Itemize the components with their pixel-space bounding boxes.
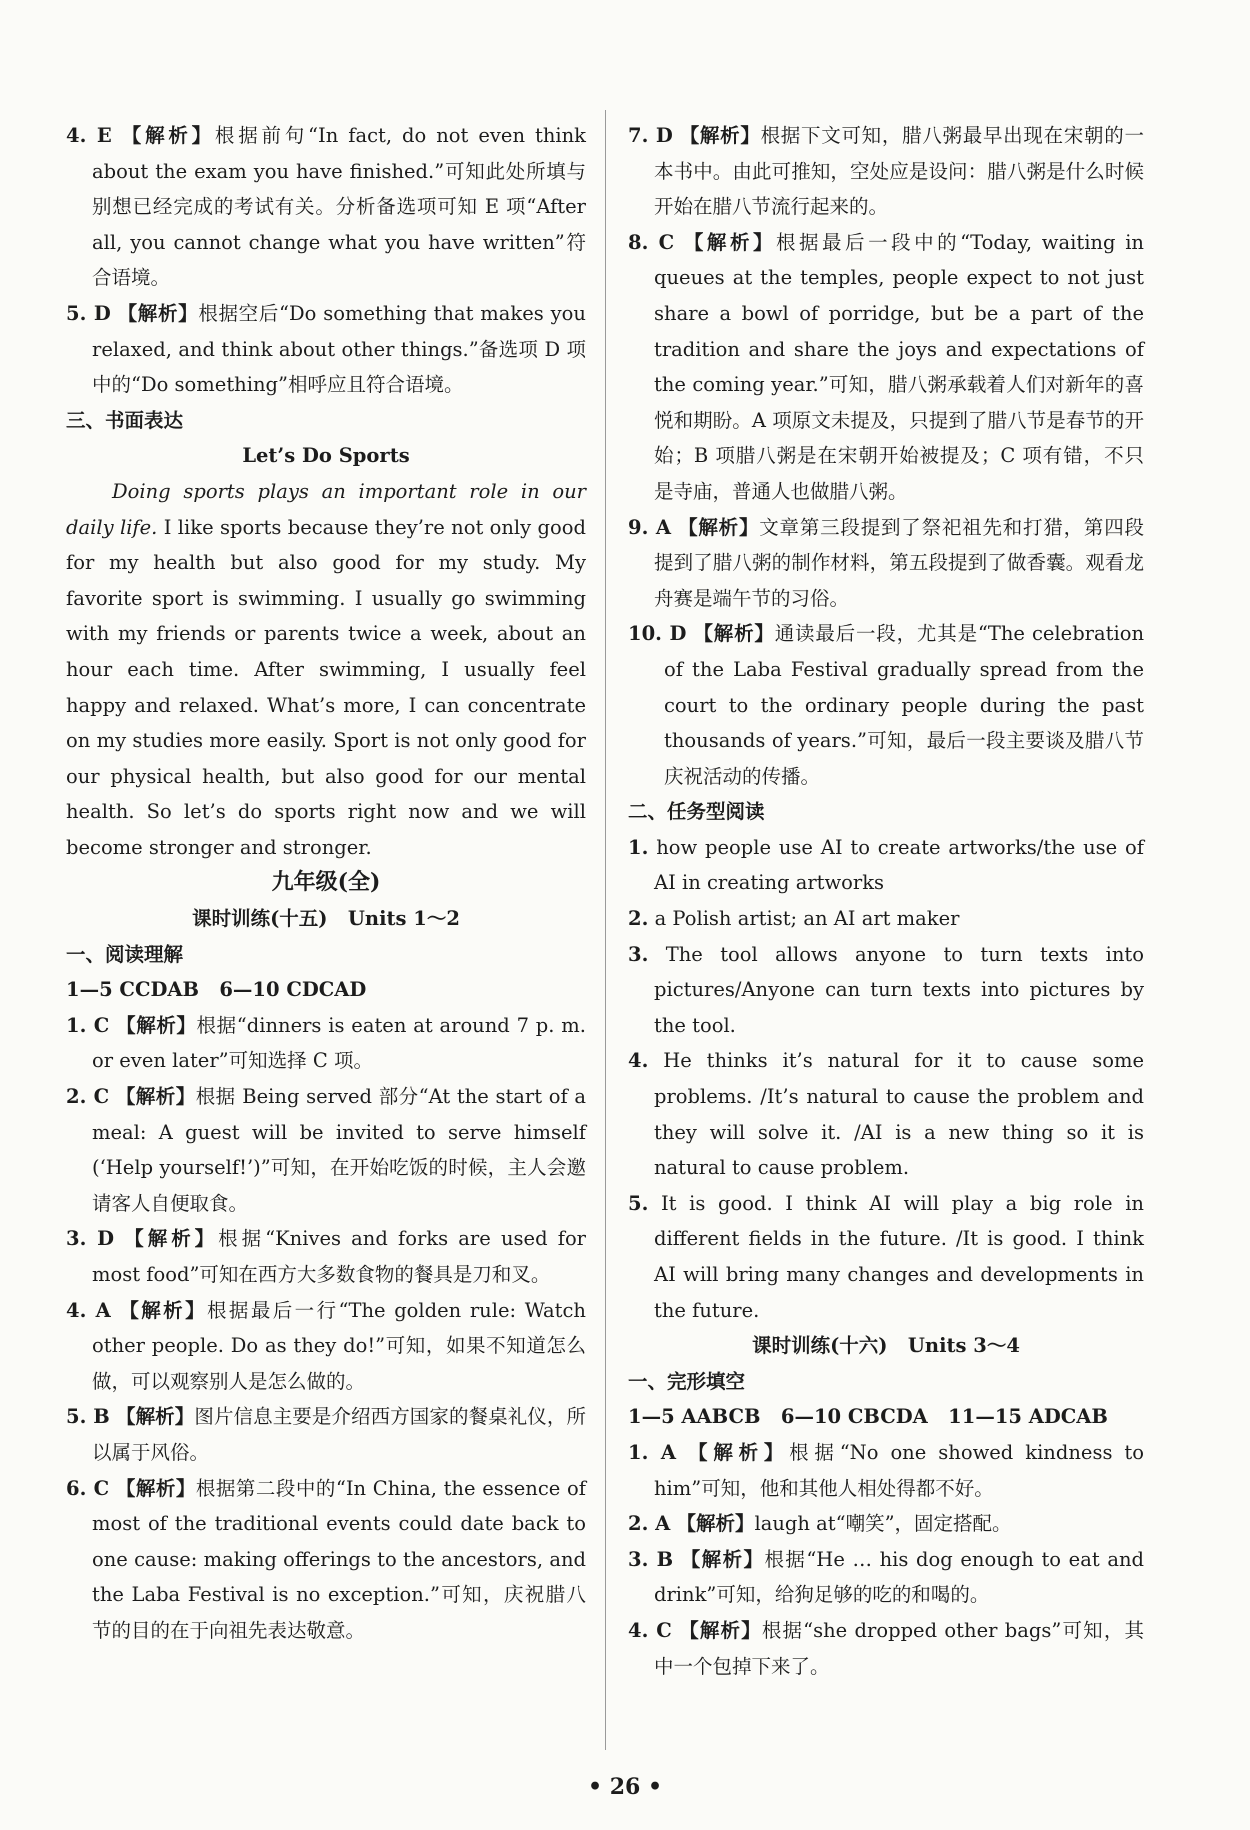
list-item: 2. a Polish artist; an AI art maker [628,907,960,931]
list-item: 3. B 【解析】根据“He … his dog enough to eat and drink”可知，给狗足够的吃的和喝的。 [628,1547,1144,1607]
essay-body [66,474,586,866]
section-heading-task-reading: 二、任务型阅读 [628,800,765,824]
list-item: 1. A 【解析】根据“No one showed kindness to him”可知，他和其他人相处得都不好。 [628,1440,1145,1500]
section-heading-reading: 一、阅读理解 [66,942,184,966]
list-item: 1. C 【解析】根据“dinners is eaten at around 7 p. m. or even later”可知选择 C 项。 [66,1013,586,1073]
list-item: 4. C 【解析】根据“she dropped other bags”可知，其中一个包掉下来了。 [628,1618,1144,1678]
list-item: 2. C 【解析】根据 Being served 部分“At the start of a meal: A guest will be invited to serve himself (‘Help yourself!’)”可知，在开始吃饭的时候，主人会邀请客人自便取食。 [66,1085,586,1215]
essay-topic-sentence: Doing sports plays an important role in our daily life. [66,479,586,539]
right-column [628,118,1144,1684]
list-item: 4. He thinks it’s natural for it to cause some problems. /It’s natural to cause the problem and they will solve it. /AI is a new thing so it is natural to cause problem. [628,1049,1144,1180]
list-item: 1. how people use AI to create artworks/the use of AI in creating artworks [628,835,1144,895]
answer-key-cloze: 1—5 AABCB 6—10 CBCDA 11—15 ADCAB [628,1405,1108,1429]
answer-item-10: 10. D 【解析】通读最后一段，尤其是“The celebration of the Laba Festival gradually spread from the court to the ordinary people during the past thousands of years.”可知，最后一段主要谈及腊八节庆祝活动的传播。 [628,622,1145,788]
list-item: 3. The tool allows anyone to turn texts into pictures/Anyone can turn texts into pictures by the tool. [628,942,1144,1037]
unit-heading-16: 课时训练(十六) Units 3～4 [752,1334,1020,1358]
section-heading-writing: 三、书面表达 [66,408,184,432]
unit-heading-15: 课时训练(十五) Units 1～2 [192,907,460,931]
section-heading-cloze: 一、完形填空 [628,1369,746,1393]
left-column [66,118,586,1649]
essay-title: Let’s Do Sports [242,444,410,468]
answer-item-5: 5. D 【解析】根据空后“Do something that makes you relaxed, and think about other things.”备选项 D 项中的“Do something”相呼应且符合语境。 [66,301,586,397]
list-item: 4. A 【解析】根据最后一行“The golden rule: Watch other people. Do as they do!”可知，如果不知道怎么做，可以观察别人是怎么做的。 [66,1298,586,1393]
essay-rest: I like sports because they’re not only good for my health but also good for my study. My favorite sport is swimming. I usually go swimming with my friends or parents twice a week, about an hour each time. After swimming, I usually feel happy and relaxed. What’s more, I can concentrate on my studies more easily. Sport is not only good for our physical health, but also good for our mental health. So let’s do sports right now and we will become stronger and stronger. [66,515,586,859]
list-item: 8. C 【解析】根据最后一段中的“Today, waiting in queues at the temples, people expect to not just share a bowl of porridge, but be a part of the tradition and share the joys and expectations of the coming year.”可知，腊八粥承载着人们对新年的喜悦和期盼。A 项原文未提及，只提到了腊八节是春节的开始；B 项腊八粥是在宋朝开始被提及；C 项有错，不只是寺庙，普通人也做腊八粥。 [628,230,1144,503]
list-item: 3. D 【解析】根据“Knives and forks are used for most food”可知在西方大多数食物的餐具是刀和叉。 [66,1227,587,1286]
list-item: 6. C 【解析】根据第二段中的“In China, the essence of most of the traditional events could date back to one cause: making offerings to the ancestors, and the Laba Festival is no exception.”可知，庆祝腊八节的目的在于向祖先表达敬意。 [66,1476,586,1642]
list-item: 2. A 【解析】laugh at“嘲笑”，固定搭配。 [628,1512,1012,1536]
grade-heading: 九年级(全) [271,869,381,896]
column-divider [605,110,606,1750]
page-number: • 26 • [587,1774,663,1800]
answer-key-reading: 1—5 CCDAB 6—10 CDCAD [66,978,367,1002]
list-item: 5. It is good. I think AI will play a big role in different fields in the future. /It is good. I think AI will bring many changes and developments in the future. [628,1191,1144,1322]
answer-item-4: 4. E 【解析】根据前句“In fact, do not even think about the exam you have finished.”可知此处所填与别想已经完成的考试有关。分析备选项可知 E 项“After all, you cannot change what you have written”符合语境。 [66,124,586,290]
list-item: 9. A 【解析】文章第三段提到了祭祀祖先和打猎，第四段提到了腊八粥的制作材料，第五段提到了做香囊。观看龙舟赛是端午节的习俗。 [628,515,1144,610]
list-item: 7. D 【解析】根据下文可知，腊八粥最早出现在宋朝的一本书中。由此可推知，空处应是设问：腊八粥是什么时候开始在腊八节流行起来的。 [628,124,1144,219]
list-item: 5. B 【解析】图片信息主要是介绍西方国家的餐桌礼仪，所以属于风俗。 [66,1405,586,1464]
